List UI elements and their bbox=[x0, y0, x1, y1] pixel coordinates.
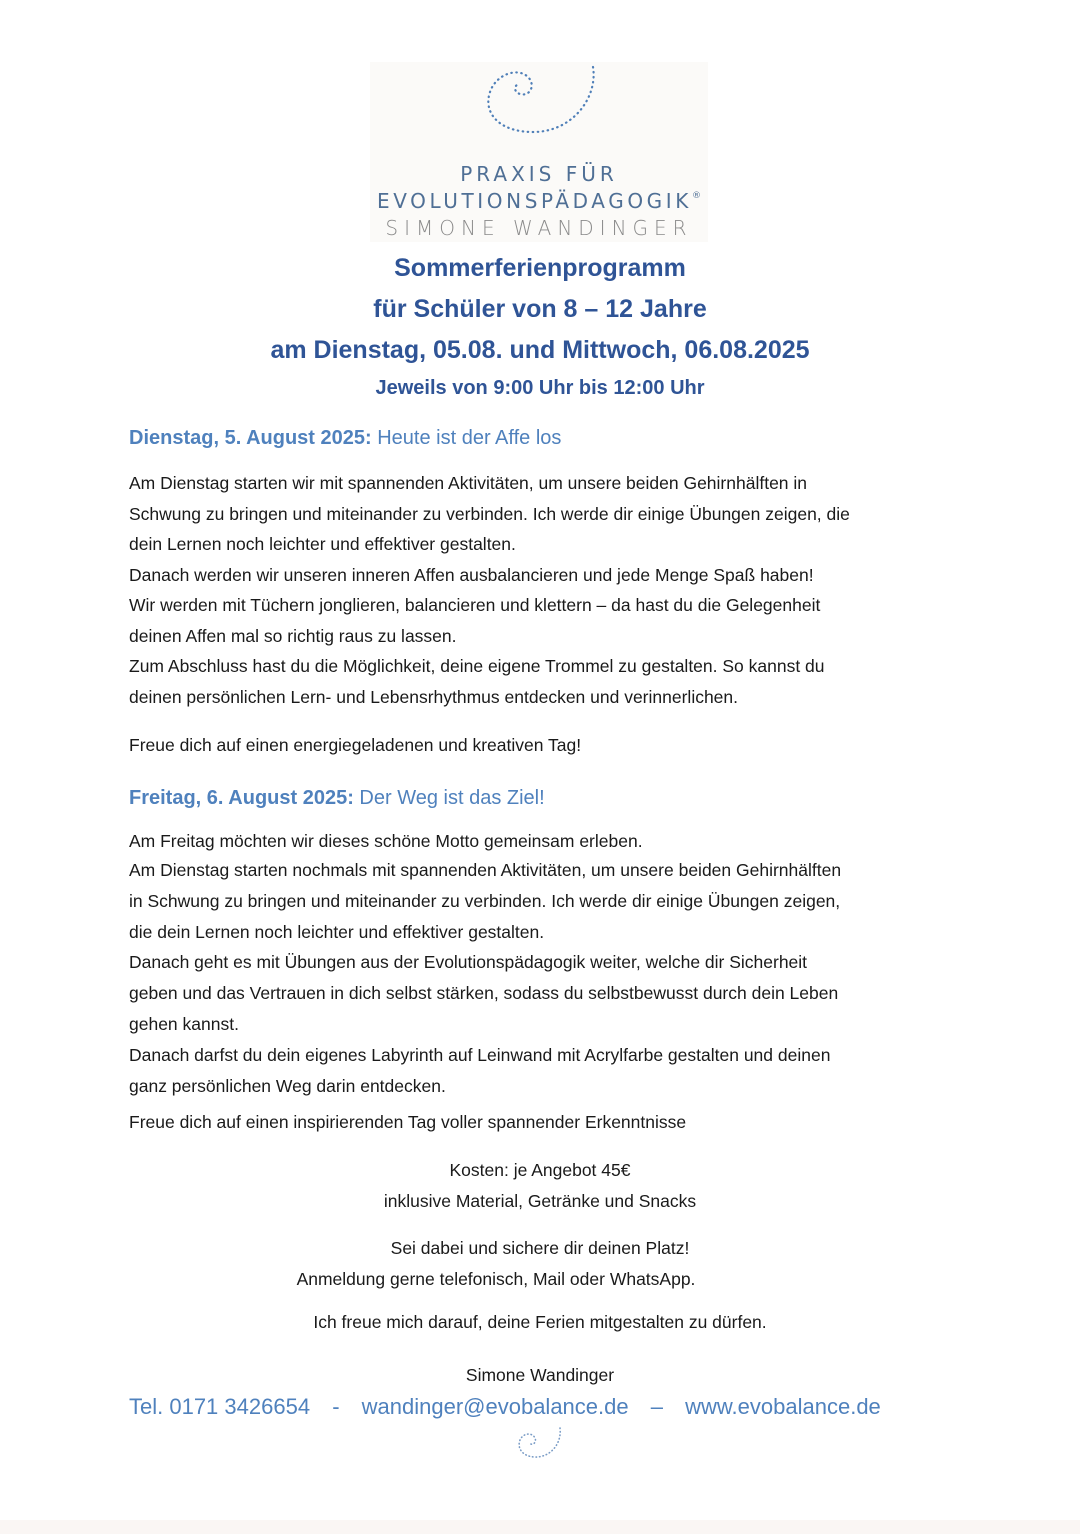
day1-description bbox=[129, 468, 959, 712]
day2-theme: Der Weg ist das Ziel! bbox=[353, 787, 545, 809]
signup-block bbox=[0, 1233, 1080, 1294]
paragraph-line: Am Dienstag starten nochmals mit spannenden Aktivitäten, um unsere beiden Gehirnhälften bbox=[129, 860, 842, 880]
paragraph-line: Danach darfst du dein eigenes Labyrinth auf Leinwand mit Acrylfarbe gestalten und deinen bbox=[129, 1044, 831, 1065]
contact-footer bbox=[129, 1394, 881, 1420]
signup-cta: Sei dabei und sichere dir deinen Platz! bbox=[390, 1238, 690, 1258]
day2-description bbox=[129, 827, 959, 1101]
signup-contact-methods: Anmeldung gerne telefonisch, Mail oder WhatsApp. bbox=[296, 1268, 696, 1289]
paragraph-line: deinen persönlichen Lern- und Lebensrhythmus entdecken und verinnerlichen. bbox=[129, 686, 739, 707]
costs-price: Kosten: je Angebot 45€ bbox=[449, 1160, 631, 1180]
signature-name: Simone Wandinger bbox=[465, 1365, 615, 1385]
paragraph-line: Am Dienstag starten wir mit spannenden Aktivitäten, um unsere beiden Gehirnhälften in bbox=[129, 473, 808, 493]
program-audience: für Schüler von 8 – 12 Jahre bbox=[373, 295, 707, 323]
program-times: Jeweils von 9:00 Uhr bis 12:00 Uhr bbox=[375, 377, 705, 399]
closing-line: Freue dich auf einen energiegeladenen und kreativen Tag! bbox=[129, 735, 582, 755]
paragraph-line: ganz persönlichen Weg darin entdecken. bbox=[129, 1075, 446, 1096]
paragraph-line: Am Freitag möchten wir dieses schöne Motto gemeinsam erleben. bbox=[129, 831, 643, 851]
day1-date: Dienstag, 5. August 2025: bbox=[129, 427, 372, 449]
logo-line-1: PRAXIS FÜR bbox=[460, 162, 618, 186]
day1-closing bbox=[129, 730, 959, 761]
phone-number[interactable]: Tel. 0171 3426654 bbox=[129, 1394, 311, 1419]
email-link[interactable]: wandinger@evobalance.de bbox=[361, 1394, 629, 1419]
day2-date: Freitag, 6. August 2025: bbox=[129, 787, 354, 809]
small-spiral-icon bbox=[512, 1424, 564, 1460]
day1-heading bbox=[129, 427, 561, 450]
website-link[interactable]: www.evobalance.de bbox=[685, 1394, 881, 1419]
costs-included: inklusive Material, Getränke und Snacks bbox=[383, 1190, 697, 1211]
paragraph-line: die dein Lernen noch leichter und effektiver gestalten. bbox=[129, 921, 545, 942]
outro-text: Ich freue mich darauf, deine Ferien mitgestalten zu dürfen. bbox=[313, 1312, 767, 1332]
outro-block bbox=[0, 1307, 1080, 1338]
page-bottom-edge bbox=[0, 1520, 1080, 1534]
dotted-spiral-icon bbox=[478, 62, 598, 142]
signature-block bbox=[0, 1360, 1080, 1391]
paragraph-line: geben und das Vertrauen in dich selbst stärken, sodass du selbstbewusst durch dein Leben bbox=[129, 983, 839, 1004]
day2-closing bbox=[129, 1107, 959, 1138]
footer-separator: – bbox=[650, 1394, 663, 1419]
paragraph-line: gehen kannst. bbox=[129, 1013, 239, 1034]
day2-heading bbox=[129, 787, 545, 810]
program-title: Sommerferienprogramm bbox=[394, 254, 686, 282]
costs-block bbox=[0, 1155, 1080, 1216]
paragraph-line: Wir werden mit Tüchern jonglieren, balancieren und klettern – da hast du die Gelegenheit bbox=[129, 595, 821, 615]
paragraph-line: dein Lernen noch leichter und effektiver gestalten. bbox=[129, 534, 516, 554]
logo-line-3: SIMONE WANDINGER bbox=[385, 216, 693, 240]
paragraph-line: Schwung zu bringen und miteinander zu verbinden. Ich werde dir einige Übungen zeigen, die bbox=[129, 503, 850, 524]
footer-separator: - bbox=[332, 1394, 340, 1419]
closing-line: Freue dich auf einen inspirierenden Tag voller spannender Erkenntnisse bbox=[129, 1112, 687, 1132]
logo bbox=[370, 62, 708, 242]
program-dates: am Dienstag, 05.08. und Mittwoch, 06.08.2025 bbox=[270, 336, 810, 364]
paragraph-line: in Schwung zu bringen und miteinander zu verbinden. Ich werde dir einige Übungen zeigen, bbox=[129, 890, 841, 911]
registered-mark: ® bbox=[692, 191, 701, 201]
day1-theme: Heute ist der Affe los bbox=[371, 427, 562, 449]
paragraph-line: deinen Affen mal so richtig raus zu lassen. bbox=[129, 625, 457, 646]
paragraph-line: Danach geht es mit Übungen aus der Evolutionspädagogik weiter, welche dir Sicherheit bbox=[129, 952, 808, 973]
logo-line-2: EVOLUTIONSPÄDAGOGIK® bbox=[376, 189, 701, 213]
paragraph-line: Zum Abschluss hast du die Möglichkeit, deine eigene Trommel zu gestalten. So kannst du bbox=[129, 656, 825, 676]
paragraph-line: Danach werden wir unseren inneren Affen ausbalancieren und jede Menge Spaß haben! bbox=[129, 564, 814, 585]
